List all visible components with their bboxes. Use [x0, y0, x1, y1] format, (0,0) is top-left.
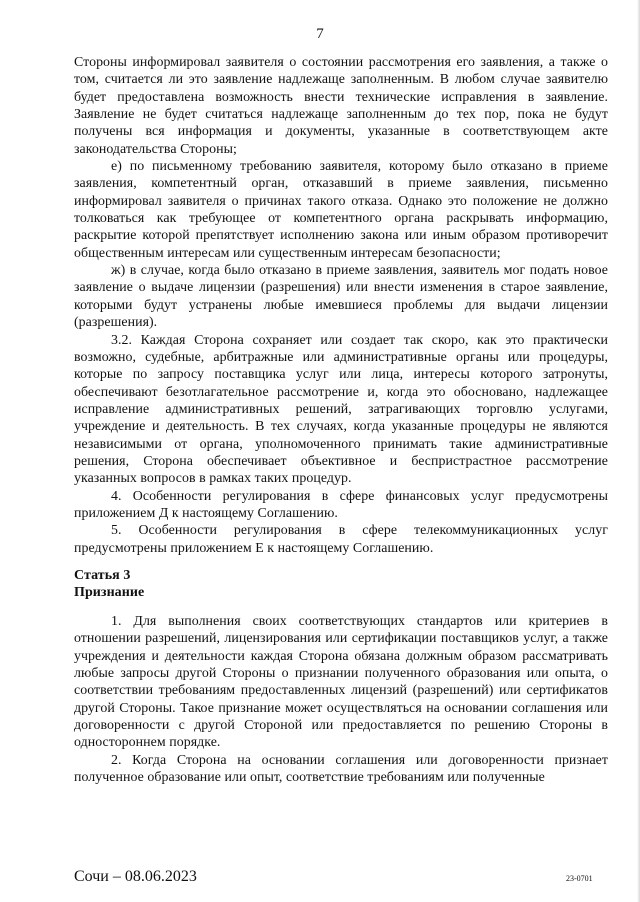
- page-number: 7: [316, 26, 324, 42]
- document-body: [74, 54, 608, 786]
- paragraph: Стороны информировал заявителя о состоянии рассмотрения его заявления, а также о том, считается ли это заявление надлежаще заполненным. В любом случае заявителю будет предоставлена возможность внести технические исправления в заявление. Заявление не будет считаться надлежаще заполненным до тех пор, пока не будут получены вся информация и документы, указанные в соответствующем акте законодательства Стороны;: [74, 55, 608, 157]
- article-number: Статья 3: [74, 567, 131, 583]
- footer-place-date: Сочи – 08.06.2023: [74, 868, 197, 885]
- article-heading: [74, 567, 608, 601]
- paragraph: е) по письменному требованию заявителя, которому было отказано в приеме заявления, компетентный орган, отказавший в приеме заявления, письменно информировал заявителя о причинах такого отказа. Однако это положение не должно толковаться как требующее от компетентного органа раскрывать информацию, раскрытие которой препятствует исполнению закона или иным образом противоречит общественным интересам или существенным интересам безопасности;: [74, 159, 608, 261]
- paragraph: ж) в случае, когда было отказано в приеме заявления, заявитель мог подать новое заявление о выдаче лицензии (разрешения) или внести изменения в старое заявление, которыми будут устранены любые имевшиеся проблемы для выдачи лицензии (разрешения).: [74, 263, 608, 331]
- paragraph: 4. Особенности регулирования в сфере финансовых услуг предусмотрены приложением Д к настоящему Соглашению.: [74, 488, 608, 521]
- paragraph: 2. Когда Сторона на основании соглашения или договоренности признает полученное образование или опыт, соответствие требованиям или полученные: [74, 752, 608, 786]
- paragraph: 5. Особенности регулирования в сфере телекоммуникационных услуг предусмотрены приложением Е к настоящему Соглашению.: [74, 523, 608, 556]
- footer-document-code: 23-0701: [566, 874, 593, 883]
- article-title: Признание: [74, 584, 145, 600]
- paragraph: 1. Для выполнения своих соответствующих стандартов или критериев в отношении разрешений, лицензирования или сертификации поставщиков услуг, а также учреждения и деятельности каждая Сторона обязана должным образом рассматривать любые запросы другой Стороны о признании полученного образования или опыта, о соответствии требованиям предоставленных лицензий (разрешений) или сертификатов другой Стороны. Такое признание может осуществляться на основании соглашения или договоренности с другой Стороной или предоставляется по решению Стороны в одностороннем порядке.: [74, 613, 608, 751]
- paragraph: 3.2. Каждая Сторона сохраняет или создает так скоро, как это практически возможно, судебные, арбитражные или административные органы или процедуры, которые по запросу поставщика услуг или лица, интересы которого затронуты, обеспечивают безотлагательное рассмотрение и, когда это обосновано, надлежащее исправление административных решений, затрагивающих торговлю услугами, учреждение и деятельность. В тех случаях, когда указанные процедуры не являются независимыми от органа, уполномоченного принимать такие административные решения, Сторона обеспечивает объективное и беспристрастное рассмотрение указанных вопросов в рамках таких процедур.: [74, 332, 608, 487]
